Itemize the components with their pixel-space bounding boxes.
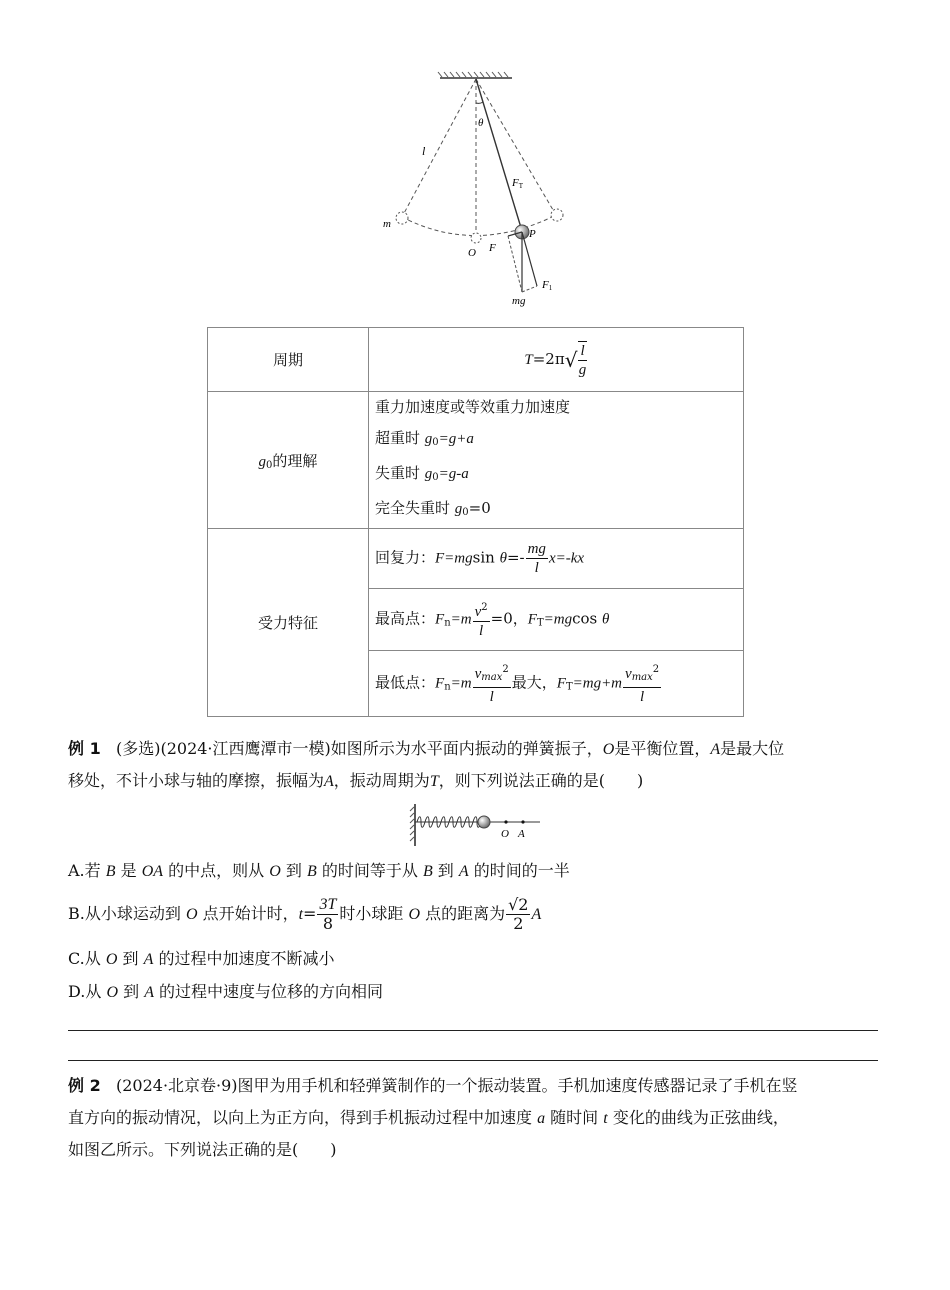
example2-line-2 [68, 1103, 789, 1134]
restoring-sin: sin [472, 548, 500, 567]
highest-ft: F [527, 611, 537, 628]
optB-o2: O [408, 906, 421, 923]
optD-p2: 到 [118, 982, 145, 1001]
restoring-pre: F=mg [435, 550, 473, 567]
period-den: g [578, 361, 587, 378]
example1-source: (多选)(2024·江西鹰潭市一模) [115, 739, 331, 758]
highest-ft-sub: T [536, 617, 544, 629]
example1-option-a [68, 856, 570, 887]
g0-line-2-var: g [424, 431, 433, 447]
g0-line-3-var: g [424, 466, 433, 482]
example2-a: a [537, 1110, 546, 1127]
optA-p5: 的时间等于从 [316, 861, 423, 880]
example2-line-3 [68, 1135, 337, 1165]
restoring-label: 回复力： [375, 548, 436, 567]
g0-content [369, 392, 744, 529]
lowest-num-sup: 2 [502, 664, 509, 675]
example1-a: A [710, 741, 721, 758]
example1-option-d [68, 977, 383, 1008]
projection-line-1 [508, 236, 522, 292]
example1-option-c [68, 944, 334, 975]
example1-line-1 [68, 734, 784, 765]
spring-label-o: O [501, 828, 509, 840]
optB-p1: B.从小球运动到 [68, 904, 186, 923]
optC-a: A [143, 951, 154, 968]
right-ghost-bob [551, 209, 563, 221]
g0-key-var: g [258, 453, 267, 470]
optA-oa: OA [141, 863, 164, 880]
highest-theta: θ [602, 611, 610, 628]
example1-option-b [68, 893, 541, 936]
lowest-ft-rest: =mg+m [572, 675, 623, 692]
example2-t: t [603, 1110, 608, 1127]
highest-num-wrap [473, 599, 490, 622]
highest-cos: cos [572, 609, 602, 628]
component-f1-vector [522, 232, 537, 286]
example1-amp: A [324, 773, 334, 790]
table-row-g0 [208, 392, 744, 529]
period-lhs: T [524, 351, 533, 368]
pendulum-properties-table [207, 327, 744, 717]
highest-ft-rest: =mg [543, 611, 573, 628]
optB-num: 3T [319, 896, 337, 913]
optB-a: A [531, 906, 542, 923]
highest-num: v [474, 604, 482, 620]
optC-p2: 到 [117, 949, 144, 968]
g0-key-sub: 0 [266, 459, 273, 471]
optA-a: A [458, 863, 469, 880]
table-row-period [208, 328, 744, 392]
optB-den2: 2 [513, 914, 524, 933]
g0-line-3 [375, 458, 737, 493]
lowest-num-wrap [473, 661, 511, 688]
optD-p3: 的过程中速度与位移的方向相同 [153, 982, 384, 1001]
g0-key [208, 392, 369, 529]
optA-b3: B [422, 863, 433, 880]
highest-label: 最高点： [375, 609, 436, 628]
lowest-num2-sub: max [631, 672, 653, 683]
f1-label-main: F [542, 279, 549, 291]
lowest-den2: l [640, 689, 645, 705]
lowest-fraction-1 [473, 661, 511, 706]
left-extreme-string [402, 79, 476, 217]
example2-line3: 如图乙所示。下列说法正确的是( ) [68, 1140, 337, 1159]
lowest-fn: F [435, 675, 445, 692]
g0-line-2 [375, 423, 737, 458]
optC-o: O [105, 951, 118, 968]
example1-text-b: 是平衡位置， [614, 739, 711, 758]
g0-line-4-sub: 0 [462, 507, 469, 518]
optA-o: O [269, 863, 281, 880]
lowest-ft: F [556, 675, 566, 692]
length-label: l [422, 144, 426, 158]
example2-line2-c: 变化的曲线为正弦曲线， [607, 1108, 789, 1127]
tension-label-sub: T [518, 182, 524, 190]
left-ghost-bob [396, 212, 408, 224]
pendulum-figure [370, 70, 580, 315]
restoring-num: mg [527, 541, 546, 557]
restoring-eq: =- [506, 548, 525, 567]
theta-label: θ [478, 117, 484, 129]
ceiling-support [438, 72, 512, 78]
g0-line-3-text: 失重时 [375, 464, 425, 482]
optB-den: 8 [322, 914, 333, 933]
weight-label: mg [512, 295, 526, 307]
period-fraction [578, 341, 586, 379]
optB-p4: 点的距离为 [420, 904, 506, 923]
optB-o: O [185, 906, 198, 923]
example1-line-2 [68, 766, 643, 797]
tension-label-main: F [512, 177, 519, 189]
g0-line-4-var: g [454, 501, 463, 517]
lowest-fn-sub: n [444, 681, 451, 693]
theta-arc [476, 102, 483, 103]
g0-line-4-text: 完全失重时 [375, 499, 455, 517]
f1-label [541, 279, 553, 292]
g0-line-2-text: 超重时 [375, 429, 425, 447]
optA-p3: 的中点，则从 [163, 861, 270, 880]
example1-o: O [602, 741, 615, 758]
optD-a: A [144, 984, 154, 1001]
g0-key-text: 的理解 [272, 451, 318, 470]
lowest-den: l [489, 689, 494, 705]
restoring-force-label: F [489, 242, 496, 254]
period-key: 周期 [208, 328, 369, 392]
example2-line2-a: 直方向的振动情况，以向上为正方向，得到手机振动过程中加速度 [68, 1108, 538, 1127]
lowest-point-cell [369, 651, 744, 717]
center-ghost-bob [471, 233, 481, 243]
restoring-force-cell [369, 529, 744, 589]
equilibrium-label: O [468, 247, 476, 259]
optB-num2: √2 [508, 895, 529, 914]
point-a-dot [521, 820, 524, 823]
pendulum-string [476, 79, 522, 231]
example1-line2-a: 移处，不计小球与轴的摩擦，振幅为 [68, 771, 325, 790]
right-extreme-string [476, 79, 556, 215]
optC-p1: C.从 [68, 949, 106, 968]
optB-t: t [298, 906, 304, 923]
force-key: 受力特征 [208, 529, 369, 717]
table-row-restoring [208, 529, 744, 589]
lowest-mid: 最大， [511, 673, 557, 692]
optA-b: B [105, 863, 116, 880]
optC-p3: 的过程中加速度不断减小 [153, 949, 335, 968]
restoring-post: x=-kx [548, 550, 585, 567]
lowest-num: v [474, 666, 482, 682]
restoring-fraction [526, 540, 548, 577]
optB-p2: 点开始计时， [197, 904, 299, 923]
highest-den: l [479, 623, 484, 639]
g0-line-4-rest: =0 [468, 499, 491, 517]
period-formula [369, 328, 744, 392]
optB-fraction [317, 896, 338, 933]
optD-p1: D.从 [68, 982, 107, 1001]
example2-line2-b: 随时间 [545, 1108, 604, 1127]
optA-p2: 是 [115, 861, 142, 880]
restoring-theta: θ [499, 550, 507, 567]
optA-p1: A.若 [68, 861, 106, 880]
example1-tag: 例 1 [68, 739, 101, 758]
example1-text-c: 是最大位 [720, 739, 785, 758]
lowest-label: 最低点： [375, 673, 436, 692]
g0-line-3-rest: =g-a [438, 466, 469, 482]
lowest-eq: =m [450, 675, 472, 692]
example1-line2-c: ，则下列说法正确的是( ) [438, 771, 644, 790]
lowest-fraction-2 [623, 661, 661, 706]
spring-label-a: A [518, 828, 525, 840]
answer-line-1 [68, 1030, 878, 1031]
example2-line-1 [68, 1071, 798, 1101]
optB-p3: 时小球距 [339, 904, 409, 923]
example2-text-1: 图甲为用手机和轻弹簧制作的一个振动装置。手机加速度传感器记录了手机在竖 [237, 1076, 798, 1095]
restoring-den: l [534, 560, 539, 576]
highest-fn: F [435, 611, 445, 628]
f1-label-sub: 1 [548, 284, 553, 292]
lowest-num2: v [625, 666, 632, 682]
period-num: l [580, 342, 585, 359]
period-eq: =2π [532, 349, 565, 368]
example2-source: (2024·北京卷·9) [115, 1076, 238, 1095]
lowest-num-sub: max [481, 672, 503, 683]
g0-line-4 [375, 493, 737, 528]
g0-line-2-rest: =g+a [438, 431, 474, 447]
mass-label: m [383, 218, 391, 230]
g0-line-1: 重力加速度或等效重力加速度 [375, 398, 571, 416]
wall-hatch [410, 807, 414, 841]
optB-eq: = [303, 904, 317, 923]
lowest-ft-sub: T [565, 681, 573, 693]
lowest-num2-sup: 2 [652, 664, 660, 675]
example1-text-a: 如图所示为水平面内振动的弹簧振子， [330, 739, 603, 758]
optA-p6: 到 [432, 861, 459, 880]
g0-line-2-sub: 0 [432, 437, 439, 448]
highest-num-sup: 2 [481, 602, 488, 613]
tension-label [511, 177, 524, 190]
optD-o: O [106, 984, 118, 1001]
projection-line-2 [522, 286, 537, 292]
point-o-dot [504, 820, 507, 823]
point-p-label: P [529, 228, 536, 240]
highest-fn-sub: n [444, 617, 451, 629]
highest-rest: =0， [490, 609, 528, 628]
sqrt-sign: √ [564, 347, 578, 372]
optB-fraction-2 [506, 896, 530, 933]
example1-period: T [429, 773, 439, 790]
highest-fraction [473, 599, 490, 640]
lowest-num2-wrap [623, 661, 661, 688]
optA-p4: 到 [280, 861, 307, 880]
g0-line-3-sub: 0 [432, 472, 439, 483]
optA-b2: B [306, 863, 317, 880]
answer-line-2 [68, 1060, 878, 1061]
optA-p7: 的时间的一半 [468, 861, 570, 880]
highest-eq: =m [450, 611, 472, 628]
example1-line2-b: ，振动周期为 [333, 771, 430, 790]
example2-tag: 例 2 [68, 1076, 101, 1095]
highest-point-cell [369, 589, 744, 651]
oscillator-ball [478, 816, 490, 828]
spring-oscillator-figure [408, 802, 548, 850]
